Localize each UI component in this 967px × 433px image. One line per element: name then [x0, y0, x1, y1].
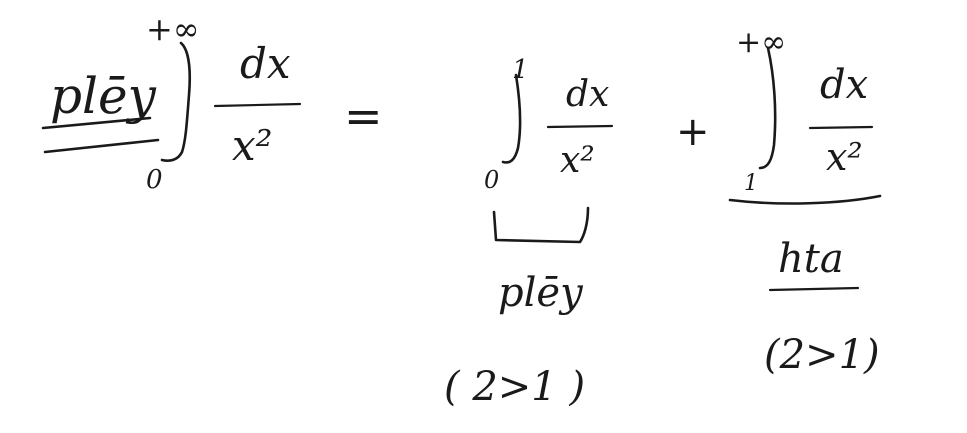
lhs-fraction-bar	[215, 104, 300, 106]
lhs-numerator: dx	[240, 39, 291, 88]
rhs2-upper-bound: +∞	[736, 25, 787, 60]
lhs-integral-sign	[162, 43, 190, 161]
rhs2-label: hta	[778, 236, 844, 282]
rhs1-upper-bound: 1	[512, 55, 529, 85]
lhs-lower-bound: 0	[146, 165, 163, 195]
rhs-first-integral	[444, 55, 612, 410]
rhs2-lower-bound: 1	[744, 171, 758, 196]
lhs-label: plēy	[50, 67, 156, 125]
rhs1-denominator: x²	[560, 140, 595, 181]
lhs-expression	[43, 10, 300, 195]
lhs-upper-bound: +∞	[146, 10, 200, 48]
rhs2-fraction-bar	[810, 127, 872, 128]
rhs2-integral-sign	[760, 48, 775, 168]
equals-sign: =	[344, 89, 383, 143]
rhs2-label-underline	[770, 288, 858, 290]
rhs1-condition: ( 2>1 )	[444, 364, 586, 410]
rhs1-lower-bound: 0	[484, 166, 500, 194]
lhs-denominator: x²	[232, 121, 273, 170]
rhs1-integral-sign	[503, 75, 520, 162]
rhs1-label: plēy	[498, 270, 583, 316]
rhs2-condition: (2>1)	[764, 332, 880, 378]
rhs2-denominator: x²	[826, 135, 863, 179]
rhs2-underline	[730, 196, 880, 203]
rhs1-fraction-bar	[548, 126, 612, 127]
rhs2-numerator: dx	[820, 62, 869, 108]
rhs1-numerator: dx	[566, 74, 610, 115]
rhs-second-integral	[730, 25, 880, 378]
plus-sign: +	[676, 109, 710, 155]
rhs1-underbrace	[494, 208, 588, 242]
lhs-label-underline	[45, 140, 158, 152]
